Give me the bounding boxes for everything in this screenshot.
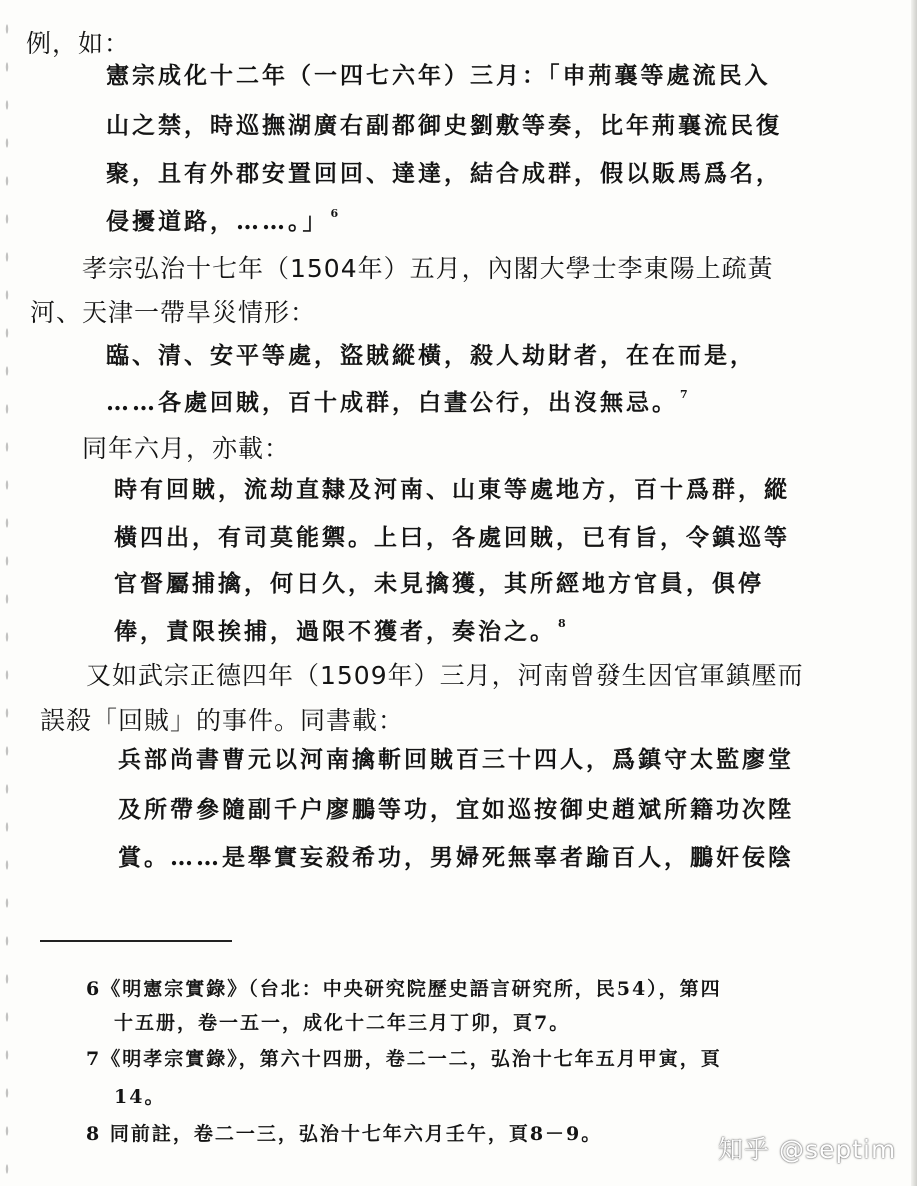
quote-line: 兵部尚書曹元以河南擒斬回賊百三十四人，爲鎮守太監廖堂	[118, 746, 794, 773]
quote-text: 俸，責限挨捕，過限不獲者，奏治之。	[114, 618, 556, 645]
quote-line: 橫四出，有司莫能禦。上曰，各處回賊，已有旨，令鎮巡等	[114, 524, 790, 551]
quote-line: 山之禁，時巡撫湖廣右副都御史劉敷等奏，比年荊襄流民復	[106, 112, 782, 139]
intro-text: 例，如：	[26, 29, 131, 58]
quote-line-last	[106, 389, 688, 414]
footnote-7-line: 7《明孝宗實錄》，第六十四册，卷二一二，弘治十七年五月甲寅，頁	[86, 1048, 722, 1070]
footnote-6-line: 十五册，卷一五一，成化十二年三月丁卯，頁7。	[114, 1012, 571, 1034]
footnote-8-line: 8 同前註，卷二一三，弘治十七年六月壬午，頁8－9。	[86, 1123, 603, 1145]
paragraph-line: 同年六月，亦載：	[82, 434, 291, 463]
paragraph-line: 又如武宗正德四年（1509年）三月，河南曾發生因官軍鎮壓而	[86, 661, 804, 690]
scan-edge-left	[0, 0, 10, 1186]
quote-line: 聚，且有外郡安置回回、達達，結合成群，假以販馬爲名，	[106, 160, 782, 187]
footnote-6-line: 6《明憲宗實錄》（台北：中央研究院歷史語言研究所，民54），第四	[86, 978, 722, 1000]
quote-line: 賞。……是舉實妄殺希功，男婦死無辜者踰百人，鵬奸佞陰	[118, 844, 794, 871]
quote-line: 時有回賊，流劫直隸及河南、山東等處地方，百十爲群，縱	[114, 476, 790, 503]
zhihu-watermark: 知乎 @septim	[718, 1135, 897, 1164]
quote-line-last	[114, 618, 566, 643]
quote-text: 侵擾道路，……。」	[106, 208, 329, 235]
quote-line: 及所帶參隨副千户廖鵬等功，宜如巡按御史趙斌所籍功次陞	[118, 796, 794, 823]
footnote-ref: 8	[558, 617, 566, 630]
paragraph-line: 誤殺「回賊」的事件。同書載：	[40, 706, 405, 735]
paragraph-line: 孝宗弘治十七年（1504年）五月，內閣大學士李東陽上疏黃	[82, 254, 774, 283]
footnote-ref: 6	[330, 207, 339, 220]
quote-text: ……各處回賊，百十成群，白晝公行，出沒無忌。	[106, 389, 678, 416]
footnote-separator	[40, 940, 232, 942]
footnote-7-line: 14。	[114, 1086, 166, 1108]
quote-line: 官督屬捕擒，何日久，未見擒獲，其所經地方官員，俱停	[114, 570, 764, 597]
quote-line: 憲宗成化十二年（一四七六年）三月：「申荊襄等處流民入	[106, 62, 771, 89]
quote-line-last	[106, 208, 338, 233]
scan-edge-right	[911, 0, 917, 1186]
quote-line: 臨、清、安平等處，盜賊縱橫，殺人劫財者，在在而是，	[106, 342, 756, 369]
paragraph-line: 河、天津一帶旱災情形：	[30, 298, 317, 327]
footnote-ref: 7	[680, 388, 688, 401]
